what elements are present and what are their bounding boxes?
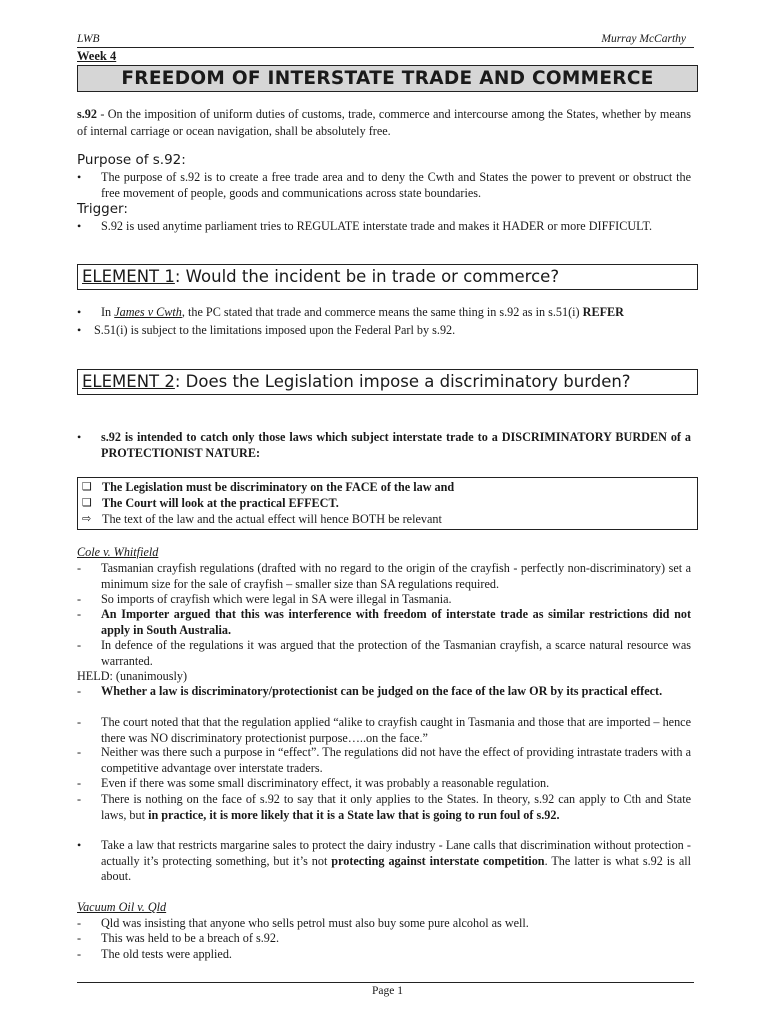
case-title-cole: Cole v. Whitfield [77, 545, 159, 559]
element2-label: ELEMENT 2 [82, 372, 175, 391]
emphasis-text: protecting against interstate competition [331, 853, 545, 868]
checkbox-icon: ❑ [82, 480, 92, 493]
dash-marker: - [77, 776, 82, 790]
dash-marker: - [77, 684, 82, 698]
text-span: In [101, 305, 115, 319]
element2-heading [77, 369, 698, 395]
dash-marker: - [77, 592, 82, 606]
case-title-vacuum: Vacuum Oil v. Qld [77, 900, 167, 914]
bullet-icon: • [77, 170, 82, 184]
bullet-icon: • [77, 430, 82, 444]
element1-question: : Would the incident be in trade or commerce? [174, 267, 560, 286]
held-point-4: Even if there was some small discriminatory effect, it was probably a reasonable regulation. [101, 776, 550, 790]
element1-label: ELEMENT 1 [82, 267, 175, 286]
dash-marker: - [77, 792, 82, 806]
arrow-right-icon: ⇨ [82, 512, 92, 525]
margarine-bullet [101, 838, 691, 885]
refer-label: REFER [582, 305, 624, 319]
footer-rule [77, 982, 694, 983]
case-name-james: James v Cwth [114, 305, 182, 319]
emphasis-text: in practice, it is more likely that it is a State law that is going to run foul of s.92. [148, 807, 560, 822]
element1-heading [77, 264, 698, 290]
element2-question: : Does the Legislation impose a discriminatory burden? [174, 372, 631, 391]
intro-paragraph [77, 106, 691, 139]
text-span: , the PC stated that trade and commerce means the same thing in s.92 as in s.51(i) [181, 305, 583, 319]
cole-dash-1: Tasmanian crayfish regulations (drafted with no regard to the origin of the crayfish - perfectly non-discriminatory) set a minimum size for the sale of crayfish – smaller size than SA regulations required. [101, 561, 691, 591]
purpose-bullet: The purpose of s.92 is to create a free trade area and to deny the Cwth and States the power to prevent or obstruct the free movement of people, goods and communications across state boundaries. [101, 170, 691, 200]
page-number: Page 1 [372, 985, 403, 997]
dash-marker: - [77, 561, 82, 575]
held-label: HELD: (unanimously) [77, 669, 188, 683]
trigger-heading: Trigger: [77, 201, 128, 217]
purpose-heading: Purpose of s.92: [77, 152, 186, 168]
intro-text: - On the imposition of uniform duties of customs, trade, commerce and intercourse among the States, whether by means of internal carriage or ocean navigation, shall be absolutely free. [77, 107, 691, 138]
held-point-5 [101, 792, 691, 823]
test-item-text: The text of the law and the actual effect will hence BOTH be relevant [102, 512, 442, 526]
bullet-icon: • [77, 305, 82, 319]
dash-marker: - [77, 931, 82, 945]
document-page [77, 0, 698, 1024]
vacuum-dash-3: The old tests were applied. [101, 947, 232, 961]
trigger-bullet: S.92 is used anytime parliament tries to REGULATE interstate trade and makes it HADER or more DIFFICULT. [101, 219, 653, 233]
test-item-text: The Legislation must be discriminatory on the FACE of the law and [102, 480, 455, 494]
test-box [77, 477, 698, 530]
cole-dash-3: An Importer argued that this was interference with freedom of interstate trade as similar restrictions did not apply in South Australia. [101, 607, 691, 637]
cole-dash-2: So imports of crayfish which were legal in SA were illegal in Tasmania. [101, 592, 452, 606]
intro-section-ref: s.92 [77, 107, 97, 121]
text-span: . The latter is what s.92 is all about. [101, 853, 692, 883]
held-point-3: Neither was there such a purpose in “effect”. The regulations did not have the effect of providing intrastate traders with a competitive advantage over interstate traders. [101, 745, 691, 775]
checkbox-icon: ❑ [82, 496, 92, 509]
dash-marker: - [77, 715, 82, 729]
dash-marker: - [77, 947, 82, 961]
test-item-text: The Court will look at the practical EFFECT. [102, 496, 339, 510]
bullet-icon: • [77, 219, 82, 233]
held-point-2: The court noted that that the regulation applied “alike to crayfish caught in Tasmania and those that are imported – hence there was NO discriminatory protectionist purpose…..on the face.” [101, 715, 691, 745]
element1-bullet-1 [101, 305, 691, 321]
vacuum-dash-1: Qld was insisting that anyone who sells petrol must also buy some pure alcohol as well. [101, 916, 529, 930]
bullet-icon: • [77, 323, 82, 337]
bullet-icon: • [77, 838, 82, 852]
week-label: Week 4 [77, 49, 117, 63]
dash-marker: - [77, 607, 82, 621]
header-rule [77, 47, 694, 48]
dash-marker: - [77, 638, 82, 652]
dash-marker: - [77, 745, 82, 759]
text-span: Take a law that restricts margarine sales to protect the dairy industry - Lane calls that discrimination without protection - actually it’s protecting something, but it’s not [101, 838, 691, 868]
vacuum-dash-2: This was held to be a breach of s.92. [101, 931, 280, 945]
header-right: Murray McCarthy [601, 33, 686, 45]
text-span: There is nothing on the face of s.92 to say that it only applies to the States. In theory, s.92 can apply to Cth and State laws, but [101, 792, 691, 822]
page-title: FREEDOM OF INTERSTATE TRADE AND COMMERCE [77, 65, 698, 92]
element2-bullet: s.92 is intended to catch only those laws which subject interstate trade to a DISCRIMINATORY BURDEN of a PROTECTIONIST NATURE: [101, 430, 691, 460]
dash-marker: - [77, 916, 82, 930]
cole-dash-4: In defence of the regulations it was argued that the protection of the Tasmanian crayfish, a scarce natural resource was warranted. [101, 638, 691, 668]
header-left: LWB [77, 33, 100, 45]
element1-bullet-2: S.51(i) is subject to the limitations imposed upon the Federal Parl by s.92. [94, 323, 456, 337]
held-point-1: Whether a law is discriminatory/protectionist can be judged on the face of the law OR by its practical effect. [101, 684, 663, 698]
